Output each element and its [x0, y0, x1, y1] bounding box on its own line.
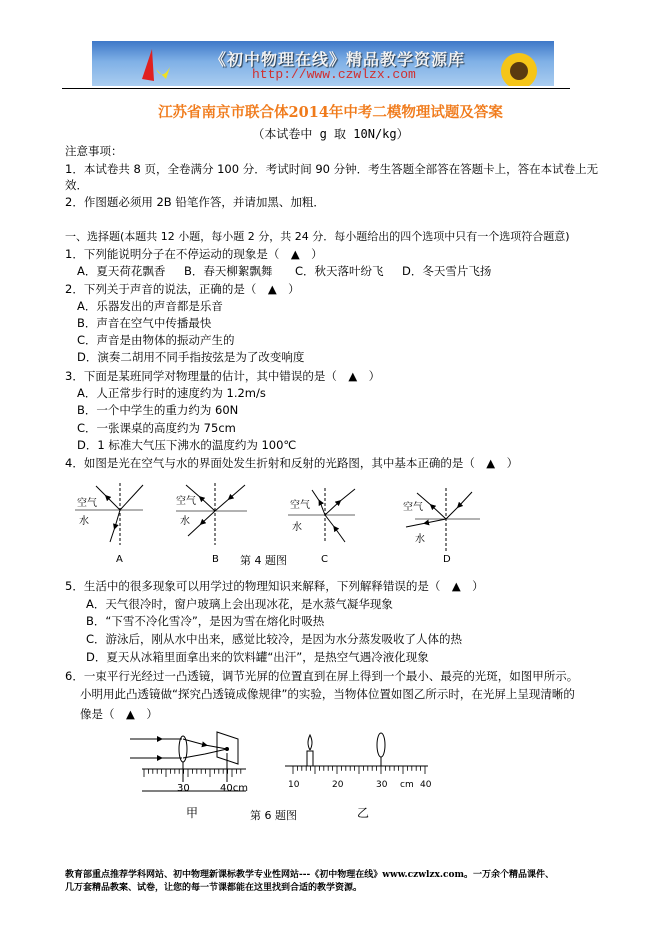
q6-stem-line3: 像是（ ▲ ） — [80, 707, 158, 721]
sunflower-icon — [484, 41, 554, 86]
q4-air-label-b: 空气 — [176, 496, 196, 507]
q4-label-c: C — [321, 554, 328, 565]
note-1: 1．本试卷共 8 页，全卷满分 100 分．考试时间 90 分钟．考生答题全部答在答题卡上，答在本试卷上无 — [65, 162, 599, 176]
logo-icon — [132, 41, 192, 86]
q2-option-d: D．演奏二胡用不同手指按弦是为了改变响度 — [77, 350, 305, 364]
q4-figure — [60, 480, 480, 570]
q3-option-d: D．1 标准大气压下沸水的温度约为 100℃ — [77, 438, 297, 452]
q1-option-c: C．秋天落叶纷飞 — [295, 264, 384, 278]
q4-stem: 4．如图是光在空气与水的界面处发生折射和反射的光路图，其中基本正确的是（ ▲ ） — [65, 456, 519, 470]
q3-option-a: A．人正常步行时的速度约为 1.2m/s — [77, 386, 266, 400]
q2-option-c: C．声音是由物体的振动产生的 — [77, 333, 235, 347]
q6-stem-line1: 6．一束平行光经过一凸透镜，调节光屏的位置直到在屏上得到一个最小、最亮的光斑，如图甲所示。 — [65, 669, 579, 683]
q4-water-label-c: 水 — [292, 522, 302, 533]
fig-b-tick-20: 20 — [332, 780, 344, 790]
q4-caption: 第 4 题图 — [240, 554, 287, 567]
q3-option-b: B．一个中学生的重力约为 60N — [77, 403, 239, 417]
q6-caption: 第 6 题图 — [250, 809, 297, 822]
q1-option-b: B．春天柳絮飘舞 — [184, 264, 273, 278]
q5-option-b: B．“下雪不冷化雪冷”，是因为雪在熔化时吸热 — [86, 614, 325, 628]
fig-a-tick-30: 30 — [177, 783, 190, 794]
page-title: 江苏省南京市联合体2014年中考二模物理试题及答案 — [158, 104, 503, 121]
q6-stem-line2: 小明用此凸透镜做“探究凸透镜成像规律”的实验，当物体位置如图乙所示时，在光屏上呈现清晰的 — [80, 687, 575, 701]
q1-option-a: A．夏天荷花飘香 — [77, 264, 166, 278]
q5-option-a: A．天气很冷时，窗户玻璃上会出现冰花，是水蒸气凝华现象 — [86, 597, 393, 611]
q3-option-c: C．一张课桌的高度约为 75cm — [77, 421, 236, 435]
q4-water-label-b: 水 — [180, 516, 190, 527]
q5-option-d: D．夏天从冰箱里面拿出来的饮料罐“出汗”，是热空气遇冷液化现象 — [86, 650, 429, 664]
fig-b-tick-30: 30 — [376, 780, 388, 790]
fig-b-label: 乙 — [357, 806, 370, 820]
footer-line1: 教育部重点推荐学科网站、初中物理新课标教学专业性网站---《初中物理在线》www.czwlzx.com。一万余个精品课件、 — [65, 870, 555, 880]
q4-air-label-a: 空气 — [77, 498, 97, 509]
q6-figure — [120, 725, 450, 825]
q4-air-label-d: 空气 — [403, 502, 423, 513]
q5-option-c: C．游泳后，刚从水中出来，感觉比较冷，是因为水分蒸发吸收了人体的热 — [86, 632, 463, 646]
footer-line2: 几万套精品教案、试卷，让您的每一节课都能在这里找到合适的教学资源。 — [65, 883, 363, 893]
q4-label-d: D — [443, 554, 451, 565]
section-heading: 一、选择题(本题共 12 小题，每小题 2 分，共 24 分．每小题给出的四个选项中只有一个选项符合题意) — [65, 230, 570, 243]
fig-b-tick-10: 10 — [288, 780, 300, 790]
note-1-cont: 效． — [65, 178, 88, 192]
q1-stem: 1．下列能说明分子在不停运动的现象是（ ▲ ） — [65, 247, 323, 261]
banner-url[interactable]: http://www.czwlzx.com — [252, 67, 416, 82]
q2-option-a: A．乐器发出的声音都是乐音 — [77, 299, 223, 313]
q2-option-b: B．声音在空气中传播最快 — [77, 316, 212, 330]
subtitle: （本试卷中 g 取 10N/kg） — [252, 127, 409, 141]
notes-heading: 注意事项： — [65, 144, 123, 158]
fig-b-unit: cm — [400, 780, 414, 790]
fig-a-label: 甲 — [186, 806, 199, 820]
q4-water-label-d: 水 — [415, 534, 425, 545]
q1-option-d: D．冬天雪片飞扬 — [402, 264, 492, 278]
site-banner — [92, 41, 554, 86]
fig-a-tick-40: 40cm — [220, 783, 248, 794]
divider — [62, 88, 570, 89]
fig-b-tick-40: 40 — [420, 780, 432, 790]
note-2: 2．作图题必须用 2B 铅笔作答，并请加黑、加粗． — [65, 195, 325, 209]
banner-title: 《初中物理在线》精品教学资源库 — [210, 50, 466, 69]
q5-stem: 5．生活中的很多现象可以用学过的物理知识来解释，下列解释错误的是（ ▲ ） — [65, 579, 484, 593]
q2-stem: 2．下列关于声音的说法，正确的是（ ▲ ） — [65, 282, 300, 296]
q4-air-label-c: 空气 — [290, 500, 310, 511]
q4-label-b: B — [212, 554, 219, 565]
q4-label-a: A — [116, 554, 123, 565]
q4-water-label-a: 水 — [79, 516, 89, 527]
q3-stem: 3．下面是某班同学对物理量的估计，其中错误的是（ ▲ ） — [65, 369, 381, 383]
